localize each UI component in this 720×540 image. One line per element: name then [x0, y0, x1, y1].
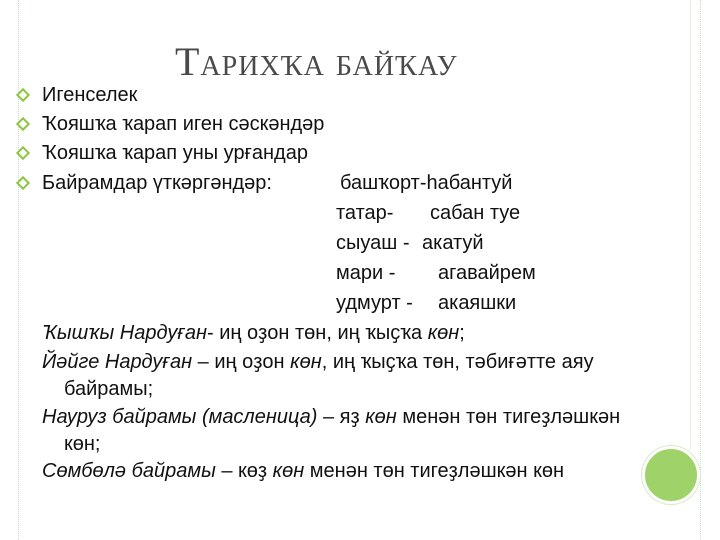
bullet-item — [40, 139, 308, 167]
holiday-name: акаяшки — [438, 292, 517, 314]
bullet-text: Игенселек — [42, 83, 138, 106]
holiday-row — [336, 232, 484, 255]
left-frame-line — [18, 0, 20, 540]
holiday-paragraph — [42, 320, 682, 347]
holiday-desc-italic: көн — [272, 460, 305, 482]
holiday-desc-tail: , иң ҡыҫҡа төн, тәбиғәтте аяу — [321, 351, 594, 373]
holiday-desc-italic: көн — [290, 351, 322, 373]
holiday-people: сыуаш - — [336, 232, 410, 254]
holiday-desc: - иң оҙон төн, иң ҡыҫҡа — [207, 322, 423, 344]
decorative-circle — [642, 446, 700, 504]
holiday-term: Науруз байрамы (масленица) — [42, 406, 318, 428]
holiday-paragraph — [42, 404, 682, 458]
holiday-row — [336, 262, 536, 285]
holiday-desc-cont: байрамы; — [64, 378, 154, 400]
slide-title: Тарихҡа байҡау — [175, 39, 458, 84]
right-frame-line — [700, 0, 702, 540]
holiday-desc-cont: көн; — [64, 433, 101, 455]
holiday-desc-tail: ; — [459, 322, 465, 344]
holiday-people: мари - — [336, 262, 396, 284]
holiday-term: Йәйге Нардуған — [42, 351, 193, 373]
holiday-row — [336, 292, 516, 315]
bullet-text: Ҡояшҡа ҡарап уны урғандар — [42, 141, 308, 164]
holiday-desc: – яҙ — [322, 406, 360, 428]
holiday-row — [340, 172, 512, 195]
holiday-name: агавайрем — [438, 262, 536, 284]
holiday-desc-italic: көн — [365, 406, 397, 428]
holiday-people: башҡорт- — [340, 172, 427, 194]
holiday-desc-tail: менән төн тигеҙләшкән — [402, 406, 621, 428]
holiday-name: сабан туе — [430, 202, 521, 224]
holiday-name: һабантуй — [426, 172, 513, 194]
holiday-term: Ҡышҡы Нардуған — [42, 322, 207, 344]
bullet-item — [40, 169, 272, 197]
holiday-desc: – иң оҙон — [197, 351, 285, 373]
holiday-desc-italic: көн — [427, 322, 460, 344]
holiday-people: татар- — [336, 202, 394, 224]
bullet-item — [40, 81, 137, 109]
holiday-term: Сөмбөлә байрамы — [42, 460, 216, 482]
holiday-people: удмурт - — [336, 292, 413, 314]
holiday-desc-tail: менән төн тигеҙләшкән көн — [309, 460, 565, 482]
holiday-paragraph — [42, 458, 682, 485]
bullet-text: Ҡояшҡа ҡарап иген сәскәндәр — [42, 112, 325, 135]
holiday-row — [336, 202, 520, 225]
holiday-desc: – көҙ — [221, 460, 268, 482]
holiday-name: акатуй — [422, 232, 484, 254]
bullet-item — [40, 110, 324, 138]
right-frame-inner-line — [690, 0, 692, 450]
holiday-paragraph — [42, 349, 682, 403]
bullet-text: Байрамдар үткәргәндәр: — [42, 171, 272, 194]
